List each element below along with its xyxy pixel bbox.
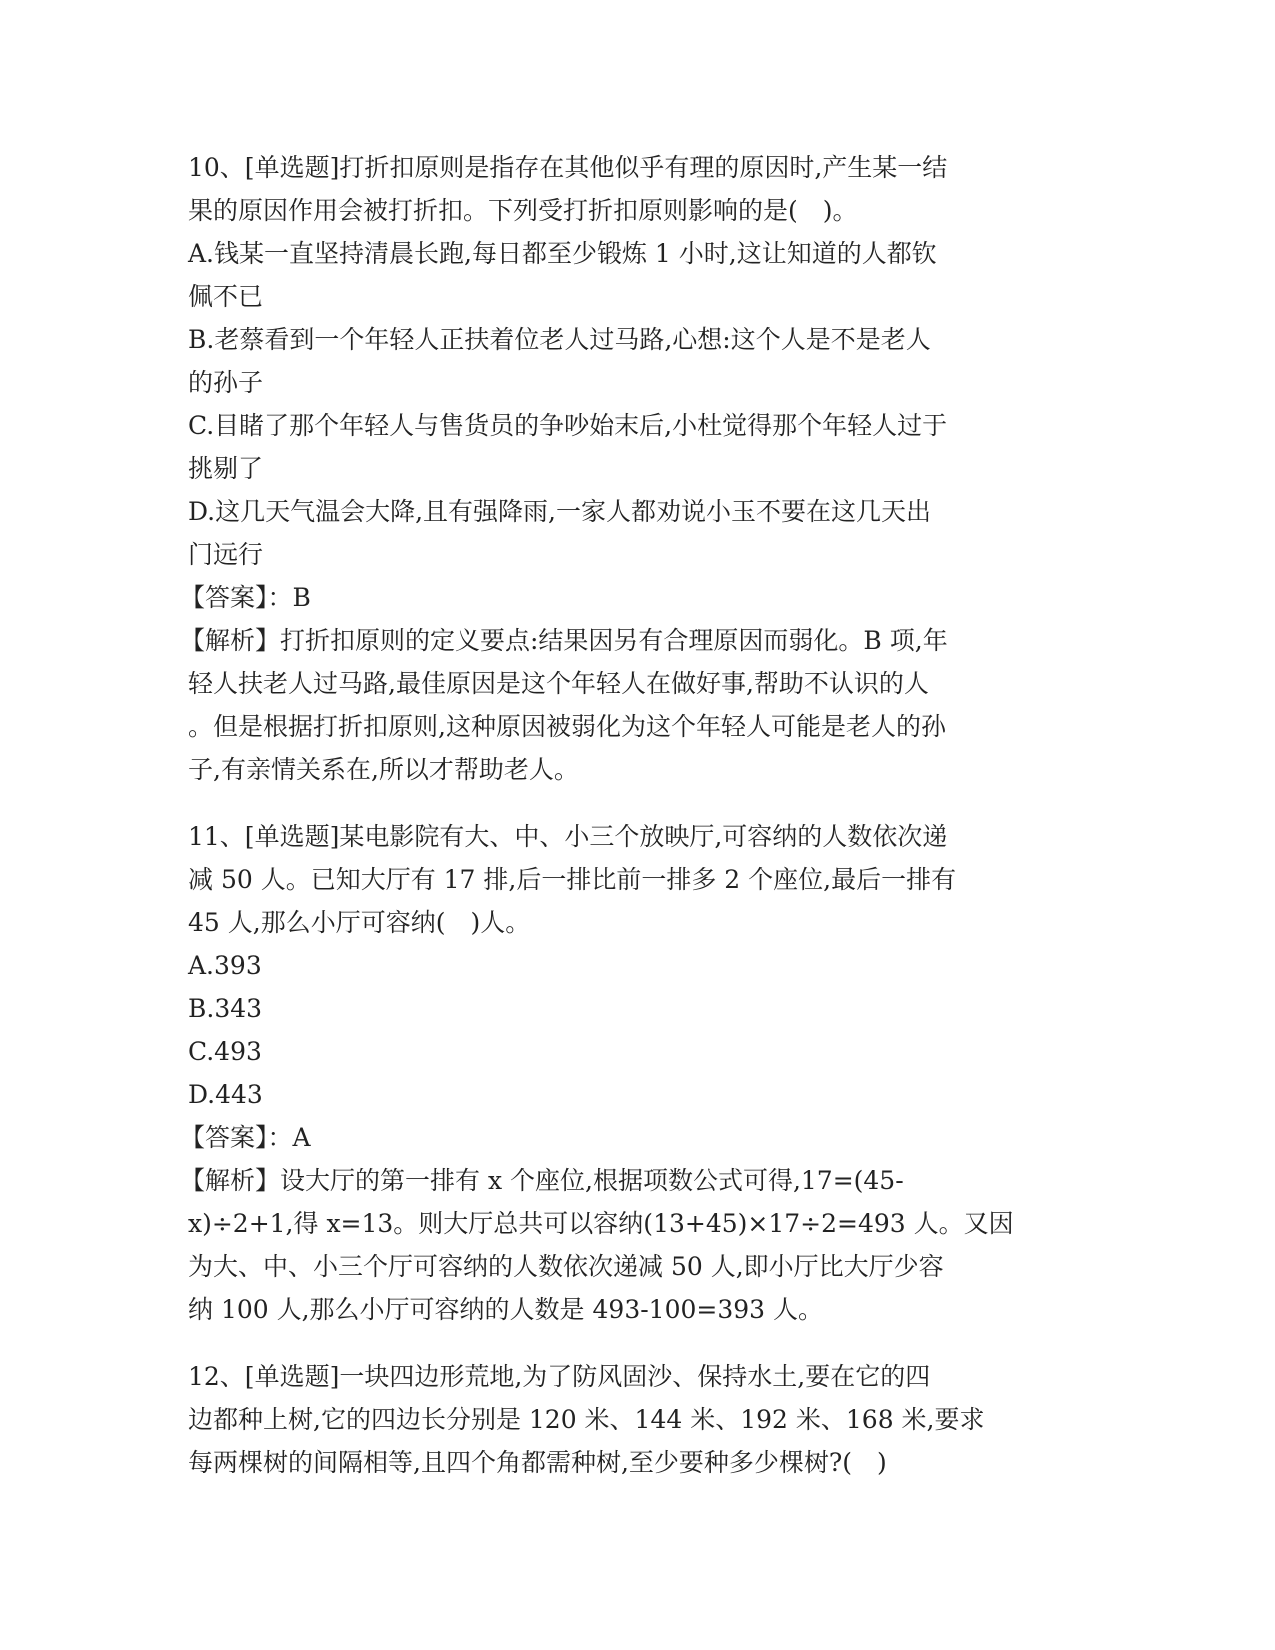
question-stem-line: 边都种上树,它的四边长分别是 120 米、144 米、192 米、168 米,要求 xyxy=(188,1405,985,1434)
question-separator xyxy=(188,1331,1088,1355)
question-stem-line: 减 50 人。已知大厅有 17 排,后一排比前一排多 2 个座位,最后一排有 xyxy=(188,865,957,894)
option-c-line: C.493 xyxy=(188,1037,262,1066)
option-b-line: B.老蔡看到一个年轻人正扶着位老人过马路,心想:这个人是不是老人 xyxy=(188,325,931,354)
analysis-line: 【解析】设大厅的第一排有 x 个座位,根据项数公式可得,17=(45- xyxy=(180,1166,904,1195)
document-content xyxy=(180,146,1088,1484)
question-separator xyxy=(188,791,1088,815)
analysis-line: 纳 100 人,那么小厅可容纳的人数是 493-100=393 人。 xyxy=(188,1295,823,1324)
question-11 xyxy=(180,815,1088,1331)
option-a-line: 佩不已 xyxy=(188,282,264,311)
option-c-line: 挑剔了 xyxy=(188,454,264,483)
option-d-line: D.这几天气温会大降,且有强降雨,一家人都劝说小玉不要在这几天出 xyxy=(188,497,931,526)
analysis-line: 子,有亲情关系在,所以才帮助老人。 xyxy=(188,755,579,784)
analysis-line: 。但是根据打折扣原则,这种原因被弱化为这个年轻人可能是老人的孙 xyxy=(188,712,946,741)
question-stem-line: 每两棵树的间隔相等,且四个角都需种树,至少要种多少棵树?( ) xyxy=(188,1448,887,1477)
analysis-line: x)÷2+1,得 x=13。则大厅总共可以容纳(13+45)×17÷2=493 人。又因 xyxy=(188,1209,1014,1238)
question-stem-line: 12、[单选题]一块四边形荒地,为了防风固沙、保持水土,要在它的四 xyxy=(188,1362,931,1391)
question-stem-line: 11、[单选题]某电影院有大、中、小三个放映厅,可容纳的人数依次递 xyxy=(188,822,948,851)
question-12 xyxy=(188,1355,1088,1484)
option-d-line: D.443 xyxy=(188,1080,263,1109)
question-stem-line: 45 人,那么小厅可容纳( )人。 xyxy=(188,908,531,937)
answer-line: 【答案】：A xyxy=(180,1123,311,1152)
question-stem-line: 果的原因作用会被打折扣。下列受打折扣原则影响的是( )。 xyxy=(188,196,858,225)
question-10 xyxy=(180,146,1088,791)
option-a-line: A.钱某一直坚持清晨长跑,每日都至少锻炼 1 小时,这让知道的人都钦 xyxy=(188,239,937,268)
question-stem-line: 10、[单选题]打折扣原则是指存在其他似乎有理的原因时,产生某一结 xyxy=(188,153,948,182)
analysis-line: 为大、中、小三个厅可容纳的人数依次递减 50 人,即小厅比大厅少容 xyxy=(188,1252,944,1281)
option-c-line: C.目睹了那个年轻人与售货员的争吵始末后,小杜觉得那个年轻人过于 xyxy=(188,411,948,440)
analysis-line: 轻人扶老人过马路,最佳原因是这个年轻人在做好事,帮助不认识的人 xyxy=(188,669,929,698)
option-b-line: 的孙子 xyxy=(188,368,264,397)
option-a-line: A.393 xyxy=(188,951,262,980)
option-d-line: 门远行 xyxy=(188,540,264,569)
option-b-line: B.343 xyxy=(188,994,263,1023)
answer-line: 【答案】：B xyxy=(180,583,311,612)
analysis-line: 【解析】打折扣原则的定义要点:结果因另有合理原因而弱化。B 项,年 xyxy=(180,626,948,655)
